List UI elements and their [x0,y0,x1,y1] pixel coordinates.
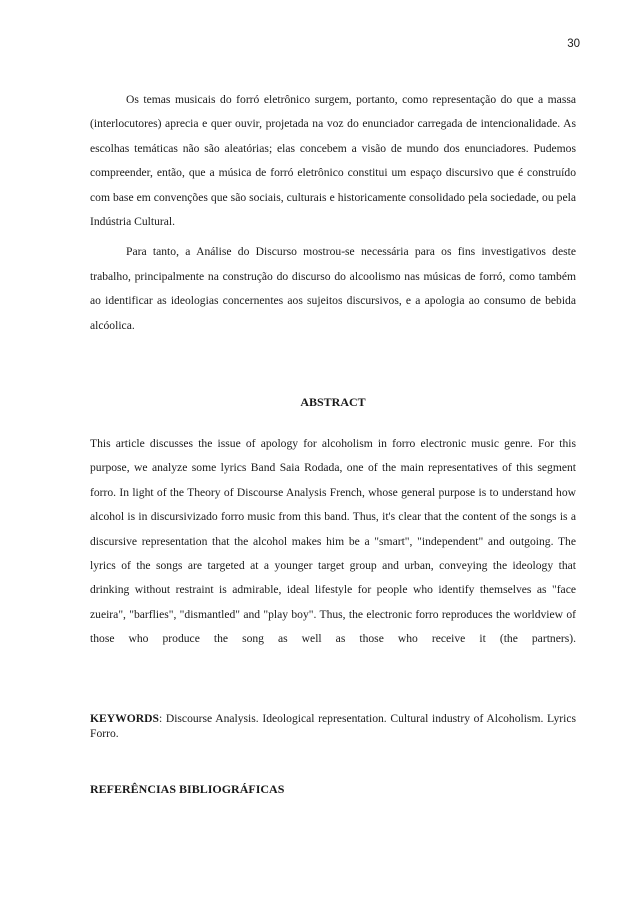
references-heading: REFERÊNCIAS BIBLIOGRÁFICAS [90,782,285,796]
body-text [90,88,576,338]
keywords-section [90,711,576,741]
abstract-section [90,432,576,652]
keywords-label: KEYWORDS [90,712,159,725]
keywords-paragraph [90,711,576,741]
body-paragraph-1: Os temas musicais do forró eletrônico surgem, portanto, como representação do que a massa (interlocutores) aprecia e quer ouvir, projetada na voz do enunciador carregada de intencionalidade. As escolhas temáticas não são aleatórias; elas concebem a visão de mundo dos enunciadores. Pudemos compreender, então, que a música de forró eletrônico constitui um espaço discursivo que é construído com base em convenções que são sociais, culturais e historicamente consolidado pela sociedade, ou pela Indústria Cultural. [90,93,576,229]
body-paragraph-2: Para tanto, a Análise do Discurso mostrou-se necessária para os fins investigativos deste trabalho, principalmente na construção do discurso do alcoolismo nas músicas de forró, como também ao identificar as ideologias concernentes aos sujeitos discursivos, e a apologia ao consumo de bebida alcóolica. [90,245,576,332]
page-number: 30 [567,38,580,50]
abstract-heading: ABSTRACT [300,395,366,409]
abstract-text: This article discusses the issue of apology for alcoholism in forro electronic music genre. For this purpose, we analyze some lyrics Band Saia Rodada, one of the main representatives of this segment forro. In light of the Theory of Discourse Analysis French, whose general purpose is to understand how alcohol is in discursivizado forro music from this band. Thus, it's clear that the content of the songs is a discursive representation that the alcohol makes him be a "smart", "independent" and outgoing. The lyrics of the songs are targeted at a younger target group and urban, conveying the ideology that drinking without restraint is admirable, ideal lifestyle for people who identify themselves as "face zueira", "barflies", "dismantled" and "play boy". Thus, the electronic forro reproduces the worldview of those who produce the song as well as those who receive it (the partners). [90,437,576,646]
keywords-text: : Discourse Analysis. Ideological representation. Cultural industry of Alcoholism. Lyrics Forro. [90,712,576,740]
